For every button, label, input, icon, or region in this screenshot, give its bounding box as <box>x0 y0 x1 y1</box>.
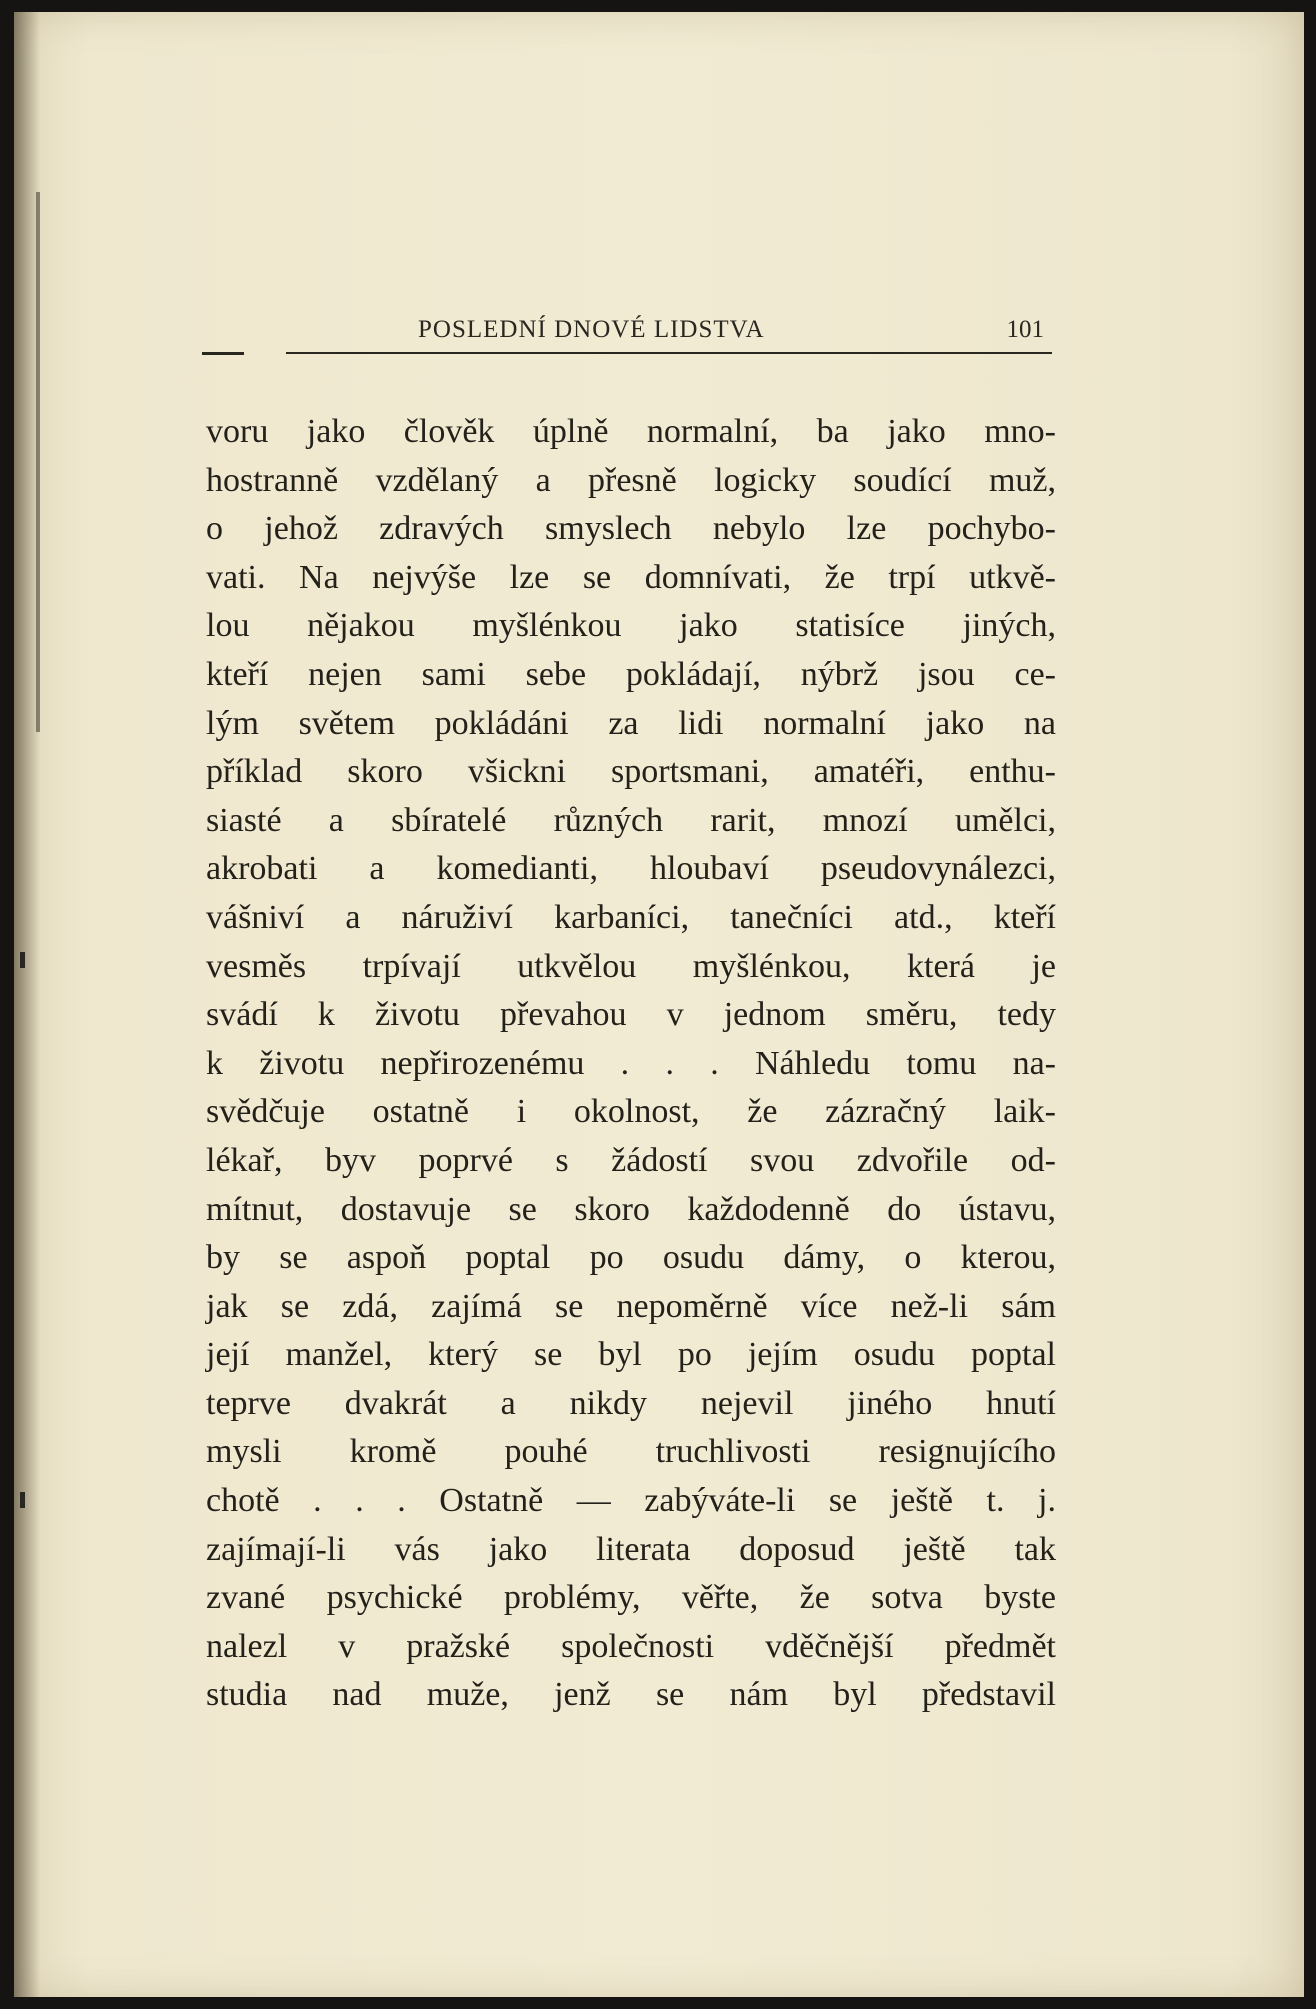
text-line: akrobati a komedianti, hloubaví pseudovynálezci, <box>206 850 1056 888</box>
text-line: o jehož zdravých smyslech nebylo lze pochybo- <box>206 510 1056 548</box>
page-number: 101 <box>1006 316 1044 343</box>
text-line: zvané psychické problémy, věřte, že sotva byste <box>206 1579 1056 1617</box>
book-page <box>14 12 1304 1997</box>
gutter-line <box>36 192 40 732</box>
text-line: chotě . . . Ostatně — zabýváte-li se ještě t. j. <box>206 1482 1056 1520</box>
text-line: kteří nejen sami sebe pokládají, nýbrž jsou ce- <box>206 655 1056 693</box>
header-rule <box>286 352 1052 354</box>
text-line: voru jako člověk úplně normalní, ba jako mno- <box>206 413 1056 450</box>
text-line: lékař, byv poprvé s žádostí svou zdvořile od- <box>206 1141 1056 1179</box>
text-line: zajímají-li vás jako literata doposud ještě tak <box>206 1530 1056 1568</box>
text-line: k životu nepřirozenému . . . Náhledu tomu na- <box>206 1044 1056 1082</box>
text-line: vášniví a náruživí karbaníci, tanečníci atd., kteří <box>206 898 1056 936</box>
text-line: jak se zdá, zajímá se nepoměrně více než-li sám <box>206 1287 1056 1325</box>
text-line: hostranně vzdělaný a přesně logicky soudící muž, <box>206 461 1056 499</box>
text-line: nalezl v pražské společnosti vděčnější předmět <box>206 1627 1056 1665</box>
text-line: by se aspoň poptal po osudu dámy, o kterou, <box>206 1239 1056 1277</box>
text-line: lým světem pokládáni za lidi normalní jako na <box>206 704 1056 742</box>
text-line: siasté a sbíratelé různých rarit, mnozí umělci, <box>206 801 1056 839</box>
text-line: mysli kromě pouhé truchlivosti resignujícího <box>206 1433 1056 1471</box>
gutter-mark <box>20 1492 25 1508</box>
text-line: lou nějakou myšlénkou jako statisíce jiných, <box>206 607 1056 645</box>
header-rule-left <box>202 352 244 355</box>
text-line: její manžel, který se byl po jejím osudu poptal <box>206 1336 1056 1374</box>
gutter-mark <box>20 952 25 968</box>
page-header <box>202 316 1052 356</box>
running-title: POSLEDNÍ DNOVÉ LIDSTVA <box>418 316 765 343</box>
text-line: svádí k životu převahou v jednom směru, tedy <box>206 996 1056 1034</box>
body-text <box>206 408 1056 1720</box>
text-line: teprve dvakrát a nikdy nejevil jiného hnutí <box>206 1384 1056 1422</box>
text-line: vesměs trpívají utkvělou myšlénkou, která je <box>206 947 1056 985</box>
text-line: mítnut, dostavuje se skoro každodenně do ústavu, <box>206 1190 1056 1228</box>
text-line: svědčuje ostatně i okolnost, že zázračný laik- <box>206 1093 1056 1131</box>
text-line: příklad skoro všickni sportsmani, amatéři, enthu- <box>206 753 1056 791</box>
text-line: studia nad muže, jenž se nám byl představil <box>206 1676 1056 1714</box>
text-line: vati. Na nejvýše lze se domnívati, že trpí utkvě- <box>206 558 1056 596</box>
